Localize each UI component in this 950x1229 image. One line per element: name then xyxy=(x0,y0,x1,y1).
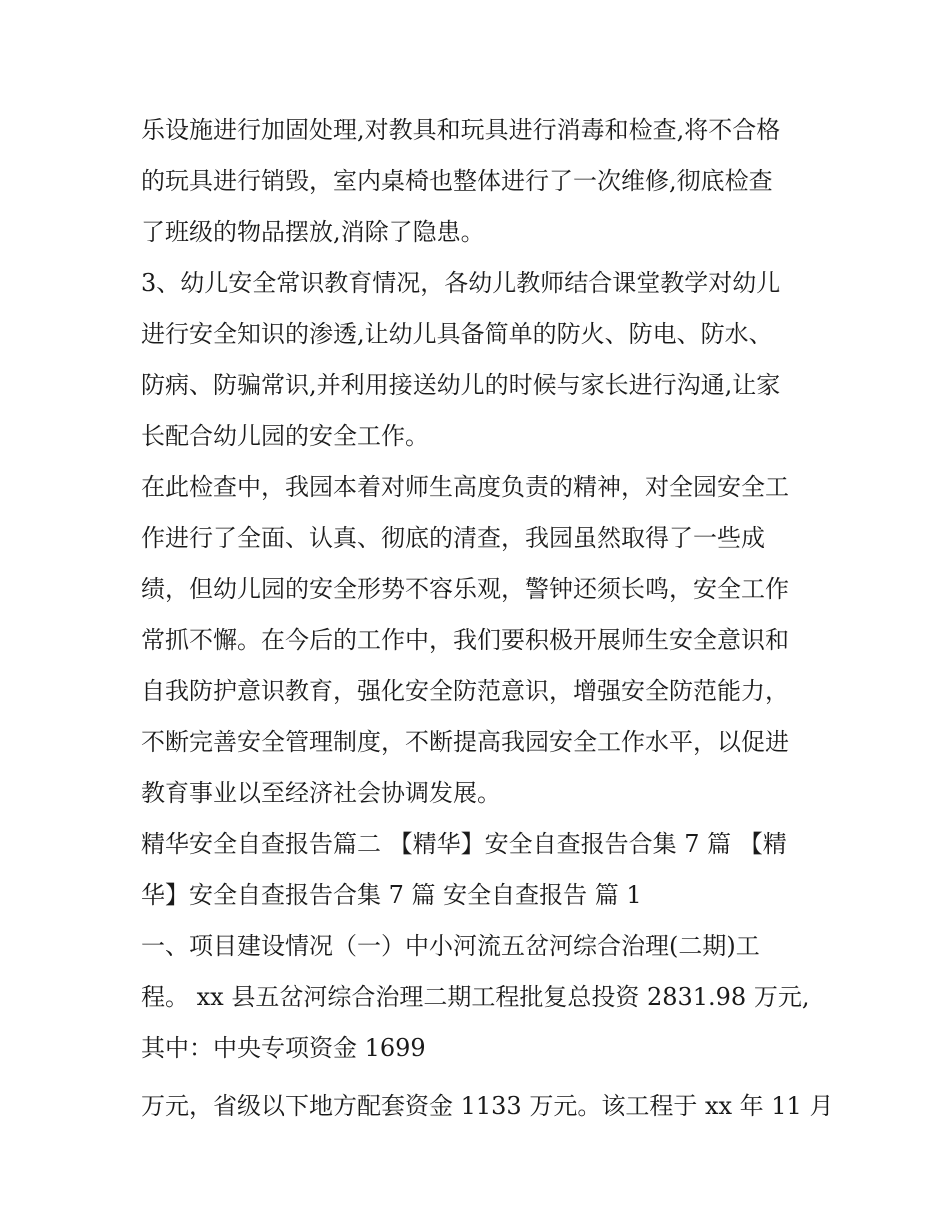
text-line: 自我防护意识教育，强化安全防范意识，增强安全防范能力， xyxy=(141,677,789,705)
text-line: 绩，但幼儿园的安全形势不容乐观，警钟还须长鸣，安全工作 xyxy=(141,575,789,603)
text-line: 3、幼儿安全常识教育情况，各幼儿教师结合课堂教学对幼儿 xyxy=(141,269,781,297)
text-line: 程。 xx 县五岔河综合治理二期工程批复总投资 2831.98 万元, xyxy=(141,983,810,1011)
text-line: 常抓不懈。在今后的工作中，我们要积极开展师生安全意识和 xyxy=(141,626,789,654)
text-line: 不断完善安全管理制度，不断提高我园安全工作水平，以促进 xyxy=(141,728,789,756)
text-line: 在此检查中，我园本着对师生高度负责的精神，对全园安全工 xyxy=(141,473,789,501)
text-line: 精华安全自查报告篇二 【精华】安全自查报告合集 7 篇 【精 xyxy=(141,830,787,858)
text-line: 长配合幼儿园的安全工作。 xyxy=(141,422,429,450)
text-line: 其中：中央专项资金 1699 xyxy=(141,1034,426,1062)
text-line: 万元，省级以下地方配套资金 1133 万元。该工程于 xx 年 11 月 xyxy=(141,1092,834,1120)
text-line: 的玩具进行销毁，室内桌椅也整体进行了一次维修,彻底检查 xyxy=(141,167,773,195)
text-line: 乐设施进行加固处理,对教具和玩具进行消毒和检查,将不合格 xyxy=(141,116,781,144)
text-line: 进行安全知识的渗透,让幼儿具备简单的防火、防电、防水、 xyxy=(141,320,773,348)
text-line: 防病、防骗常识,并利用接送幼儿的时候与家长进行沟通,让家 xyxy=(141,371,781,399)
text-line: 一、项目建设情况（一）中小河流五岔河综合治理(二期)工 xyxy=(141,932,760,960)
text-line: 教育事业以至经济社会协调发展。 xyxy=(141,779,501,807)
text-line: 作进行了全面、认真、彻底的清查，我园虽然取得了一些成 xyxy=(141,524,765,552)
text-line: 了班级的物品摆放,消除了隐患。 xyxy=(141,218,485,246)
text-line: 华】安全自查报告合集 7 篇 安全自查报告 篇 1 xyxy=(141,881,642,909)
